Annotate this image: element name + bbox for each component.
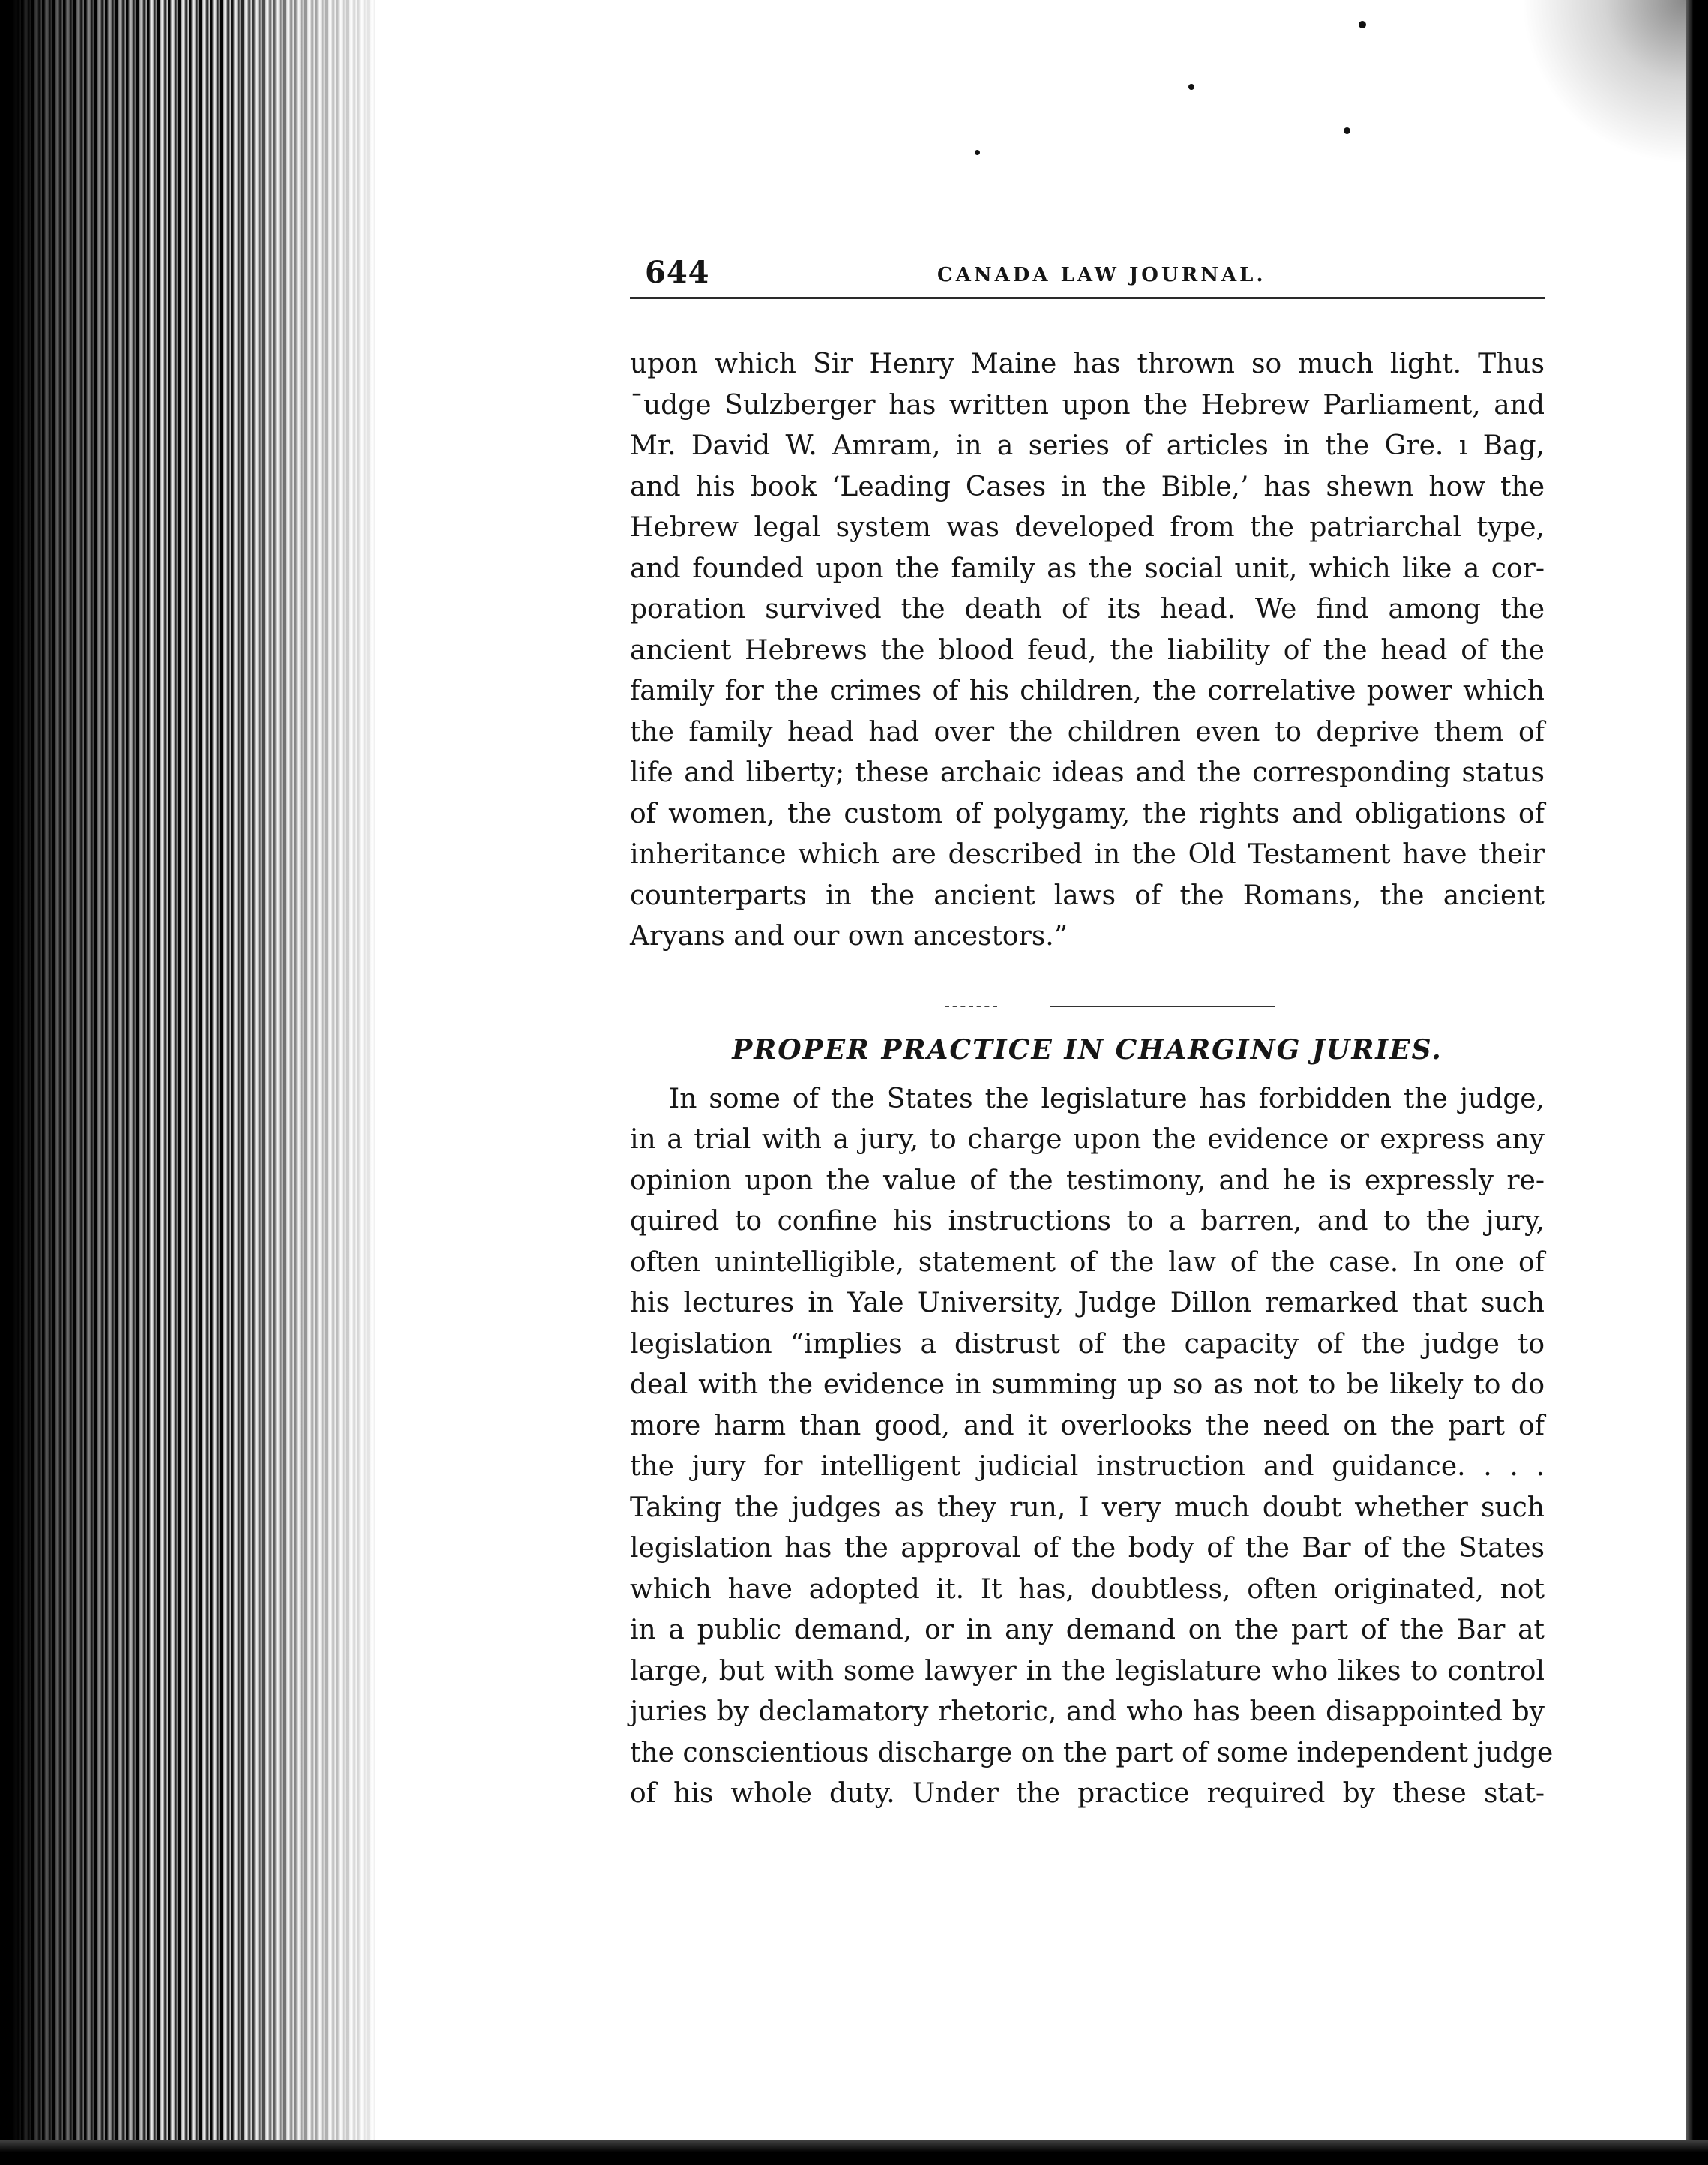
text-line: upon which Sir Henry Maine has thrown so much light. Thus (630, 349, 1545, 379)
ink-speck (1188, 84, 1194, 90)
text-line: poration survived the death of its head. We find among the (630, 594, 1545, 625)
section-title: PROPER PRACTICE IN CHARGING JURIES. (732, 1033, 1443, 1066)
text-line: which have adopted it. It has, doubtless, often originated, not (630, 1573, 1545, 1605)
section-divider (630, 985, 1545, 1030)
text-line: the conscientious discharge on the part of some independent judge (630, 1737, 1554, 1768)
paragraph-2 (630, 1079, 1554, 1815)
text-line: Taking the judges as they run, I very much doubt whether such (630, 1492, 1545, 1523)
text-line: legislation “implies a distrust of the capacity of the judge to (630, 1328, 1545, 1360)
text-line: life and liberty; these archaic ideas and the corresponding status (630, 757, 1545, 788)
text-line: inheritance which are described in the Old Testament have their (630, 839, 1545, 870)
text-line: ancient Hebrews the blood feud, the liability of the head of the (630, 634, 1545, 666)
text-line: his lectures in Yale University, Judge Dillon remarked that such (630, 1288, 1545, 1318)
right-page-edge (1686, 0, 1708, 2165)
text-line: Aryans and our own ancestors.” (630, 921, 1068, 952)
page-number: 644 (645, 255, 710, 290)
corner-shadow (1521, 0, 1686, 165)
text-line: of women, the custom of polygamy, the rights and obligations of (630, 798, 1545, 829)
paragraph-1 (630, 344, 1545, 958)
text-line: in a trial with a jury, to charge upon the evidence or express any (630, 1124, 1545, 1155)
text-line: counterparts in the ancient laws of the Romans, the ancient (630, 880, 1545, 911)
text-line: deal with the evidence in summing up so as not to be likely to do (630, 1369, 1545, 1400)
text-line: of his whole duty. Under the practice required by these stat- (630, 1778, 1545, 1809)
ink-speck (1359, 21, 1366, 28)
text-line: legislation has the approval of the body of the Bar of the States (630, 1533, 1545, 1564)
text-line: opinion upon the value of the testimony, and he is expressly re- (630, 1165, 1545, 1196)
binding-shadow (0, 0, 150, 2165)
running-head: CANADA LAW JOURNAL. (937, 264, 1266, 286)
text-line: Mr. David W. Amram, in a series of articles in the Gre. ı Bag, (630, 430, 1545, 461)
text-line: large, but with some lawyer in the legislature who likes to control (630, 1655, 1545, 1687)
bottom-page-edge (0, 2140, 1708, 2165)
divider-rule (1050, 1006, 1275, 1007)
text-line: Hebrew legal system was developed from the patriarchal type, (630, 512, 1545, 543)
text-line: family for the crimes of his children, the correlative power which (630, 676, 1545, 706)
text-line: the jury for intelligent judicial instruction and guidance. . . . (630, 1451, 1545, 1482)
text-line: and his book ‘Leading Cases in the Bible,’ has shewn how the (630, 471, 1545, 502)
ink-speck (1344, 127, 1350, 134)
ink-speck (975, 150, 980, 155)
journal-page (630, 255, 1554, 1815)
gutter-fade (225, 0, 390, 2165)
text-line: often unintelligible, statement of the law of the case. In one of (630, 1246, 1545, 1278)
text-line: quired to confine his instructions to a barren, and to the jury, (630, 1206, 1545, 1237)
divider-dash (945, 1006, 997, 1007)
text-line: the family head had over the children even to deprive them of (630, 716, 1545, 748)
text-line: and founded upon the family as the social unit, which like a cor- (630, 553, 1545, 584)
text-line: more harm than good, and it overlooks the need on the part of (630, 1410, 1545, 1441)
text-line: In some of the States the legislature has forbidden the judge, (669, 1083, 1545, 1114)
text-line: juries by declamatory rhetoric, and who has been disappointed by (630, 1696, 1545, 1727)
page-header (630, 255, 1545, 299)
text-line: in a public demand, or in any demand on the part of the Bar at (630, 1615, 1545, 1645)
text-line: ˉudge Sulzberger has written upon the Hebrew Parliament, and (630, 389, 1545, 421)
